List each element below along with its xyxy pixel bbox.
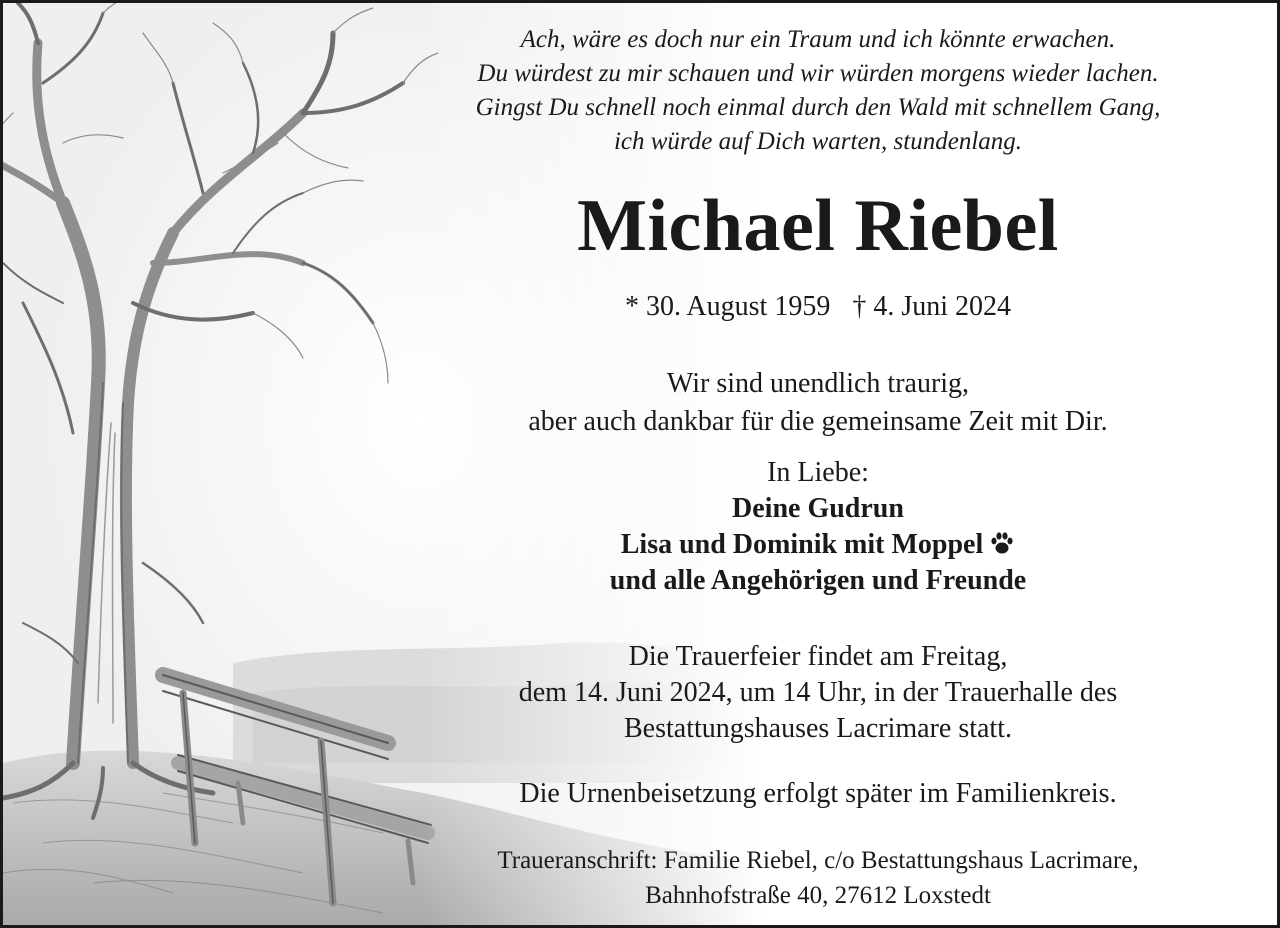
grief-message (403, 365, 1233, 441)
mourners (403, 455, 1233, 599)
mourning-address (403, 843, 1233, 913)
poem (403, 23, 1233, 159)
address-line: Traueranschrift: Familie Riebel, c/o Bestattungshaus Lacrimare, (497, 847, 1139, 874)
message-line: aber auch dankbar für die gemeinsame Zeit mit Dir. (528, 406, 1108, 437)
mourners-intro: In Liebe: (767, 457, 869, 488)
mourner-name: Lisa und Dominik mit Moppel (620, 529, 984, 560)
birth-date: * 30. August 1959 (624, 291, 831, 322)
life-dates (403, 287, 1233, 327)
poem-line: Gingst Du schnell noch einmal durch den Wald mit schnellem Gang, (475, 94, 1161, 121)
poem-line: Du würdest zu mir schauen und wir würden morgens wieder lachen. (477, 60, 1159, 87)
death-date: † 4. Juni 2024 (852, 291, 1012, 322)
mourner-name: Deine Gudrun (732, 493, 904, 524)
message-line: Wir sind unendlich traurig, (666, 368, 970, 399)
mourner-name-line (403, 527, 1233, 563)
poem-line: ich würde auf Dich warten, stundenlang. (613, 128, 1023, 155)
mourner-name: und alle Angehörigen und Freunde (609, 565, 1027, 596)
funeral-ceremony (403, 639, 1233, 747)
deceased-name: Michael Riebel (577, 185, 1059, 267)
address-line: Bahnhofstraße 40, 27612 Loxstedt (645, 882, 991, 909)
ceremony-line: dem 14. Juni 2024, um 14 Uhr, in der Trauerhalle des (518, 677, 1118, 708)
ceremony-line: Bestattungshauses Lacrimare statt. (624, 713, 1012, 744)
ceremony-line: Die Trauerfeier findet am Freitag, (628, 641, 1008, 672)
poem-line: Ach, wäre es doch nur ein Traum und ich könnte erwachen. (520, 26, 1116, 53)
urn-burial: Die Urnenbeisetzung erfolgt später im Familienkreis. (519, 778, 1117, 809)
paw-print-icon (989, 530, 1015, 556)
